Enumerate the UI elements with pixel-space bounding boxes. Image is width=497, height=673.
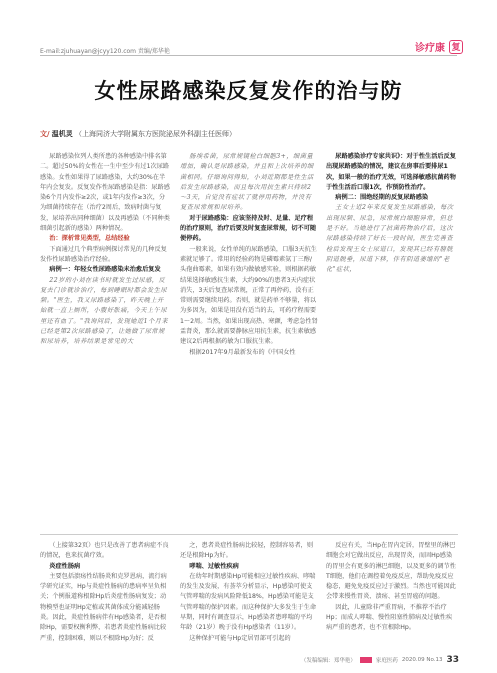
paragraph: 病例二：围绝经期的反复尿路感染	[335, 194, 429, 202]
paragraph: 在幼年时期感染Hp可能相应过敏性疾病、哮喘的发生及发展，有荟萃分析显示，Hp感染可使支气管哮喘的发病风险降低18%，Hp感染可能是支气管哮喘的保护因素。而这种保护大多发生于生命早期，同时有调查显示，Hp感染者患哮喘的平均年龄（21岁）晚于没有Hp感染者（11岁）。	[180, 572, 317, 632]
paragraph: 一般来说，女性单纯的尿路感染，口服3天抗生素就足够了。常用的经验药物是磷霉素氨丁三醇/头孢曲霉素，如果有效内做敏感实验，则根据药敏结果选择敏感抗生素，大约90%的患者3天内症状消失，3天后复查尿常规，正常了再停药，没有正常则需要继续用药。否则，就是药单不够量，将以为多因为，如果是用没有适当的去，可药疗程需要1～2周。当然，如果出现高热、寒颤，考虑急性肾盂肾炎，那么就需要静脉应用抗生素，抗生素敏感建议2后再根据药敏为口服抗生素。	[180, 245, 318, 346]
paragraph: （上接第32页）也只是改善了患者病症不良的情况，也来抗菌疗效。	[40, 542, 169, 560]
paragraph: 主要包括溃疡性结肠炎和克罗恩病，流行病学研究证实，Hp与炎症性肠病的患病率呈负相关；个例报道称根除Hp后炎症性肠病复发；动物模型也证明Hp定植或其菌体成分能减轻肠炎。因此，炎症性肠病伴有Hp感染者，是否根除Hp，需要权衡利弊，若患者炎症性肠病比较严重，控制困难，则以不根除Hp为好；反	[40, 572, 167, 642]
paragraph: 下面通过几个典型病例探讨常见的几种反复发作性尿路感染治疗经验。	[40, 245, 167, 263]
paragraph: 尿路感染位列人类所患的各种感染中排名第二。超过50%的女性在一生中至少有过1次尿路感染。女性如果得了尿路感染，大约30%在半年内会复发。反复发作性尿路感染是指：尿路感染6个月内发作≥2次，或1年内发作≥3次，分为细菌持续存在（治疗2周后，致病时菌与复发，尿培养出同种细菌）以及再感染（不同种类细菌引起新的感染）两种情况。	[40, 153, 170, 233]
magazine-name: 家庭医药	[375, 658, 398, 664]
column-2	[180, 152, 318, 532]
section-divider	[40, 534, 458, 535]
section-icon: 复	[449, 40, 463, 54]
paragraph: 之，患者炎症性肠病比较轻，控制容易者，则还是根除Hp为好。	[180, 542, 314, 560]
author-prefix: 文/	[40, 130, 50, 138]
paragraph: 王女士近2年来反复发生尿路感染，每次出现尿频、尿急，尿常规白细胞异常，但总是不好。当她进行了抗菌药物治疗后，这次尿路感染持续了好长一段时间，医生完善查检后发现王女士尿道口，发现其已经有膀胱阴道脱垂，尿道下移，伴有阴道萎缩的"老化"症状，	[326, 204, 454, 274]
column-1-lower	[40, 541, 170, 661]
paragraph: 病例一：年轻女性尿路感染未治愈后复发	[49, 266, 161, 274]
article-title: 女性尿路感染反复发作的治与防	[94, 79, 403, 103]
paragraph: 哮喘、过敏性疾病	[189, 562, 239, 570]
editor-credit: （发稿编辑：郑华艳）	[300, 658, 356, 664]
issue-number: 2020.09 No.13	[401, 657, 443, 663]
paragraph: 尿路感染诊疗专家共识》：对于性生活后反复出现尿路感染的情况，建议在房事后要排尿1次，如果一般的治疗无效，可选择敏感抗菌药物于性生活后口服1次，作预防性治疗。	[326, 153, 456, 191]
paragraph: 炎症性肠病	[49, 562, 81, 570]
column-3	[326, 152, 458, 532]
author-name: 温机灵	[51, 130, 73, 138]
column-1	[40, 152, 170, 532]
paragraph: 因此，儿童除非严重胃病，不推荐不治疗Hp；而成人哮喘、慢性阻塞性肺病及过敏性疾病严重的患者，也不宜根除Hp。	[326, 603, 453, 632]
magazine-logo-icon	[360, 657, 372, 663]
author-line	[40, 129, 236, 139]
section-label: 诊疗康	[415, 43, 445, 54]
paragraph: 对于尿路感染：应该坚持及时、足量、足疗程的治疗原则，治疗后要及时复查尿常规，切不可随便停药。	[180, 214, 317, 243]
editor-email: E-mail:zjuhuayan@jcyy120.com 责编/郑华艳	[40, 48, 170, 55]
column-2-lower	[180, 541, 318, 661]
paragraph: 22岁的小刘在读书时就发生过尿感，反复去门诊就诊治疗，每到睡眠时都会发生尿频。"医生，我又尿路感染了，昨天晚上开始就一直上厕所，小腹好胀痛，今天上午尿里还有血了。"我询问后，发现她近1个月来已经是第2次尿路感染了，让她做了尿常规和尿培养，培养结果是常见的大	[40, 276, 169, 346]
page-number: 33	[446, 655, 459, 665]
paragraph: 治：探析常见类型，总结经验	[49, 235, 130, 243]
paragraph: 反应有关，当Hp在胃内定居，胃壁里的淋巴细胞会对它做出反应，出现胃炎，而固Hp感染的胃里会有更多的淋巴细胞，以及更多的调节性T细胞，他们在调控着免疫反应，帮助免疫反应稳态，避免免疫反应过于激烈。当然也可能因此会带来慢性胃炎、溃疡、甚至胃癌的问题。	[326, 542, 456, 601]
header-rule	[40, 55, 457, 56]
paragraph: 肠埃希菌，尿常规镜检白细胞3+，细菌量增加，确认是尿路感染，并且和上次培养的细菌相同。仔细询问得知，小刘近期都是性生活后发生尿路感染，而且每次用抗生素只持续2～3天，自觉没有症状了就停用药物，并没有复查尿常规和尿培养。	[180, 153, 314, 212]
page-footer	[301, 655, 459, 665]
column-3-lower	[326, 541, 458, 661]
paragraph: 根据2017年9月最新发布的《中国女性	[189, 348, 296, 356]
section-tag	[415, 39, 463, 54]
paragraph: 这种保护可能与Hp定居胃部可引起的	[189, 634, 291, 642]
author-affiliation: （上海同济大学附属东方医院泌尿外科副主任医师）	[75, 130, 237, 138]
